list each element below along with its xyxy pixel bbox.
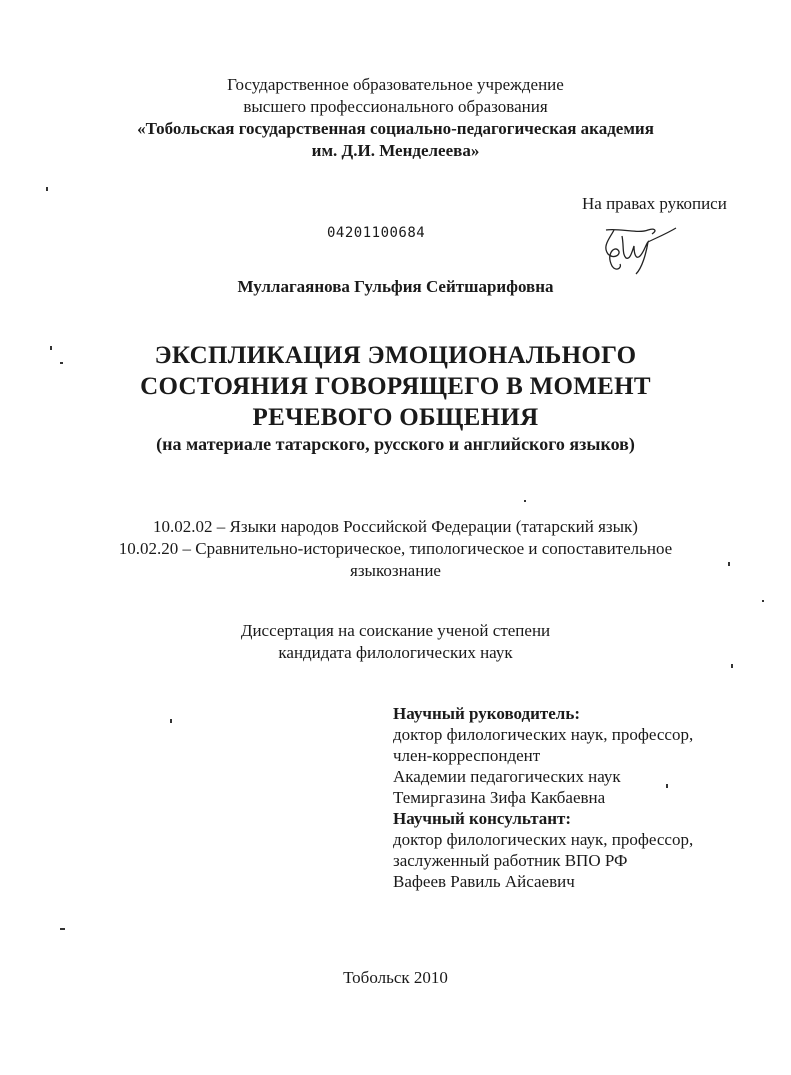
consultant-name: Вафеев Равиль Айсаевич <box>393 872 575 891</box>
manuscript-note: На правах рукописи <box>582 194 727 213</box>
scan-speck <box>50 346 52 350</box>
supervisor-degree: доктор филологических наук, профессор, <box>393 725 694 744</box>
specialty-line-1: 10.02.02 – Языки народов Российской Федерации (татарский язык) <box>153 517 638 536</box>
title-line-1: ЭКСПЛИКАЦИЯ ЭМОЦИОНАЛЬНОГО <box>154 342 637 369</box>
institution-line-3: «Тобольская государственная социально-педагогическая академия <box>137 119 654 138</box>
institution-line-1: Государственное образовательное учреждение <box>227 75 564 94</box>
scan-speck <box>46 187 48 191</box>
advisors-block <box>393 703 693 892</box>
institution-line-4: им. Д.И. Менделеева» <box>311 141 480 160</box>
consultant-heading: Научный консультант: <box>393 809 572 828</box>
scan-speck <box>762 600 764 602</box>
degree-line-1: Диссертация на соискание ученой степени <box>240 621 551 640</box>
institution-header <box>0 74 791 162</box>
document-number: 04201100684 <box>327 225 426 241</box>
title-line-2: СОСТОЯНИЯ ГОВОРЯЩЕГО В МОМЕНТ <box>140 373 651 400</box>
scan-speck <box>731 664 733 668</box>
supervisor-heading: Научный руководитель: <box>393 704 580 723</box>
dissertation-subtitle: (на материале татарского, русского и английского языков) <box>156 434 635 454</box>
scan-speck <box>170 719 172 723</box>
specialty-codes <box>0 516 791 582</box>
specialty-line-3: языкознание <box>350 561 441 580</box>
consultant-degree: доктор филологических наук, профессор, <box>393 830 694 849</box>
signature-image <box>592 224 682 276</box>
specialty-line-2: 10.02.20 – Сравнительно-историческое, типологическое и сопоставительное <box>118 539 673 558</box>
author-name: Муллагаянова Гульфия Сейтшарифовна <box>237 277 554 296</box>
scan-speck <box>728 562 730 566</box>
degree-line-2: кандидата филологических наук <box>278 643 513 662</box>
supervisor-name: Темиргазина Зифа Какбаевна <box>393 788 606 807</box>
institution-line-2: высшего профессионального образования <box>243 97 548 116</box>
degree-statement <box>0 620 791 664</box>
city-and-year: Тобольск 2010 <box>343 968 448 987</box>
scan-speck <box>60 928 65 930</box>
supervisor-title: член-корреспондент <box>393 746 541 765</box>
supervisor-academy: Академии педагогических наук <box>393 767 621 786</box>
scan-speck <box>524 500 526 502</box>
dissertation-title <box>0 340 791 433</box>
consultant-title: заслуженный работник ВПО РФ <box>393 851 628 870</box>
scan-speck <box>666 784 668 788</box>
scan-speck <box>60 362 63 364</box>
title-line-3: РЕЧЕВОГО ОБЩЕНИЯ <box>252 404 539 431</box>
